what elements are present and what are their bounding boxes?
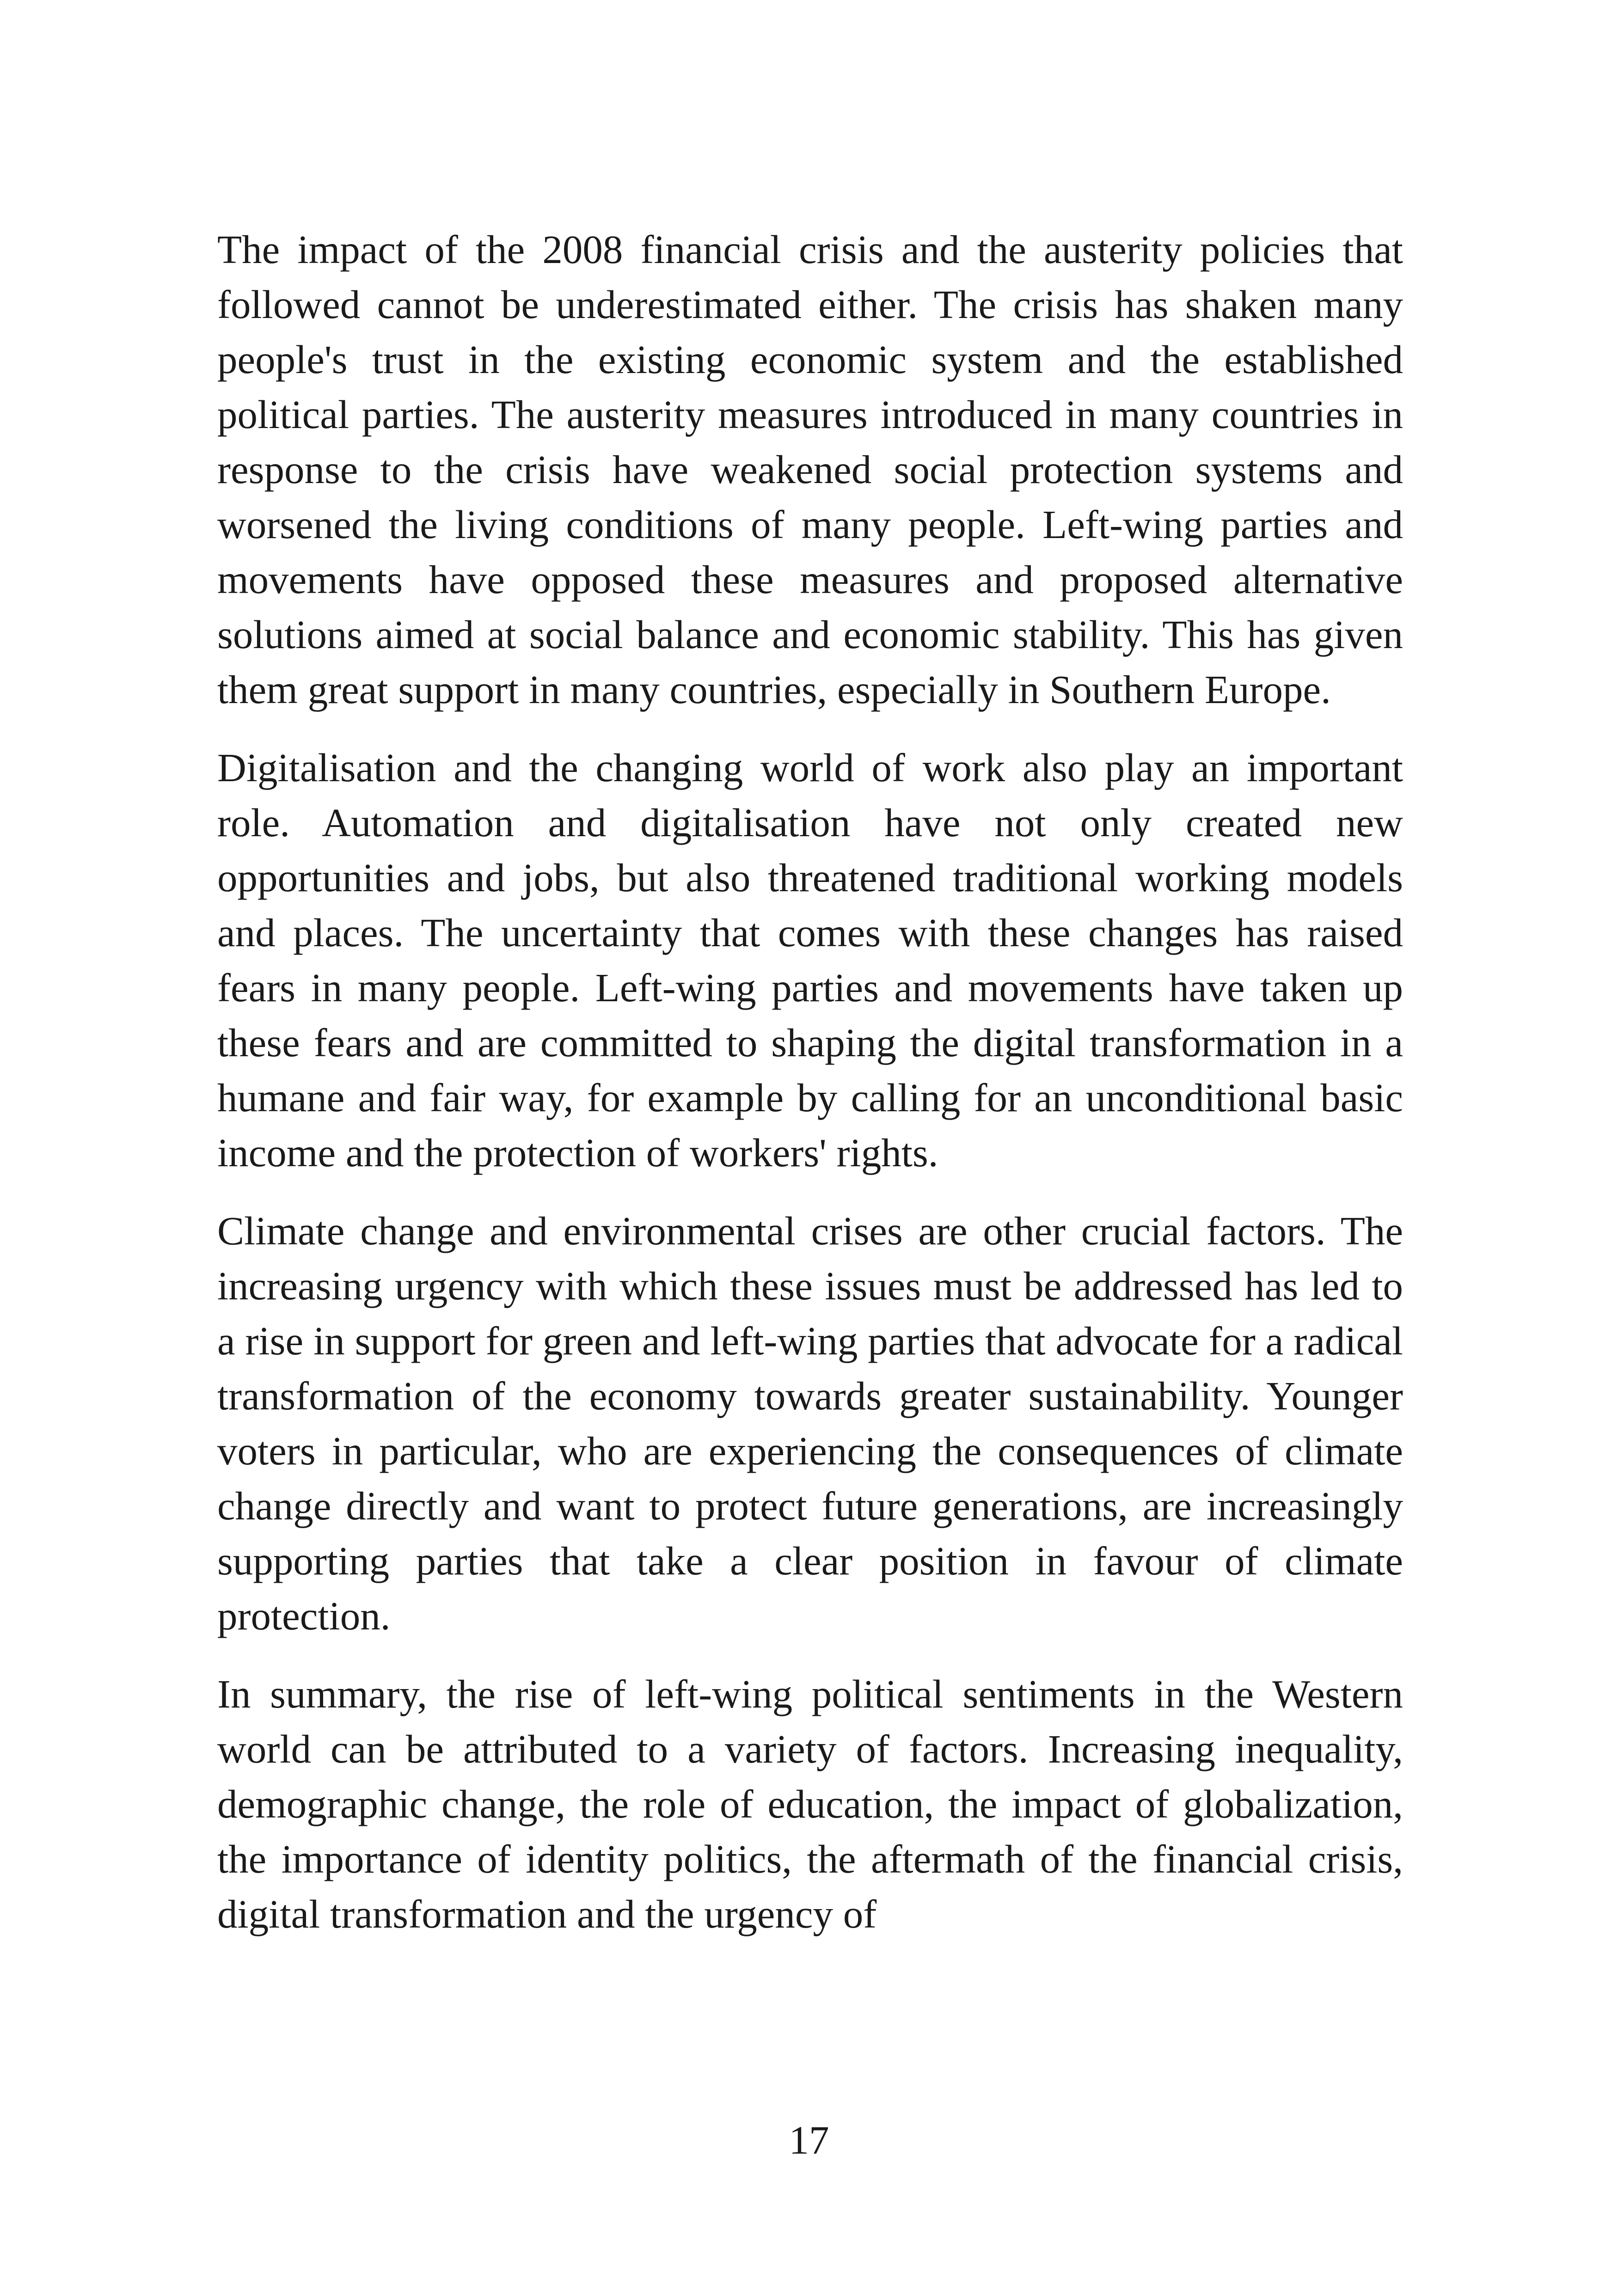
paragraph-financial-crisis: The impact of the 2008 financial crisis and the austerity policies that followed cannot be underestimated either. The crisis has shaken many people's trust in the existing economic system and the established political parties. The austerity measures introduced in many countries in response to the crisis have weakened social protection systems and worsened the living conditions of many people. Left-wing parties and movements have opposed these measures and proposed alternative solutions aimed at social balance and economic stability. This has given them great support in many countries, especially in Southern Europe.	[217, 227, 1403, 712]
paragraph-summary: In summary, the rise of left-wing political sentiments in the Western world can be attributed to a variety of factors. Increasing inequality, demographic change, the role of education, the impact of globalization, the importance of identity politics, the aftermath of the financial crisis, digital transformation and the urgency of	[217, 1671, 1403, 1936]
body-text	[217, 222, 1403, 1965]
paragraph-digitalisation: Digitalisation and the changing world of work also play an important role. Automation and digitalisation have not only created new opportunities and jobs, but also threatened traditional working models and places. The uncertainty that comes with these changes has raised fears in many people. Left-wing parties and movements have taken up these fears and are committed to shaping the digital transformation in a humane and fair way, for example by calling for an unconditional basic income and the protection of workers' rights.	[217, 745, 1403, 1175]
paragraph-climate-change: Climate change and environmental crises are other crucial factors. The increasing urgency with which these issues must be addressed has led to a rise in support for green and left-wing parties that advocate for a radical transformation of the economy towards greater sustainability. Younger voters in particular, who are experiencing the consequences of climate change directly and want to protect future generations, are increasingly supporting parties that take a clear position in favour of climate protection.	[217, 1208, 1403, 1638]
page-number: 17	[789, 2118, 829, 2162]
